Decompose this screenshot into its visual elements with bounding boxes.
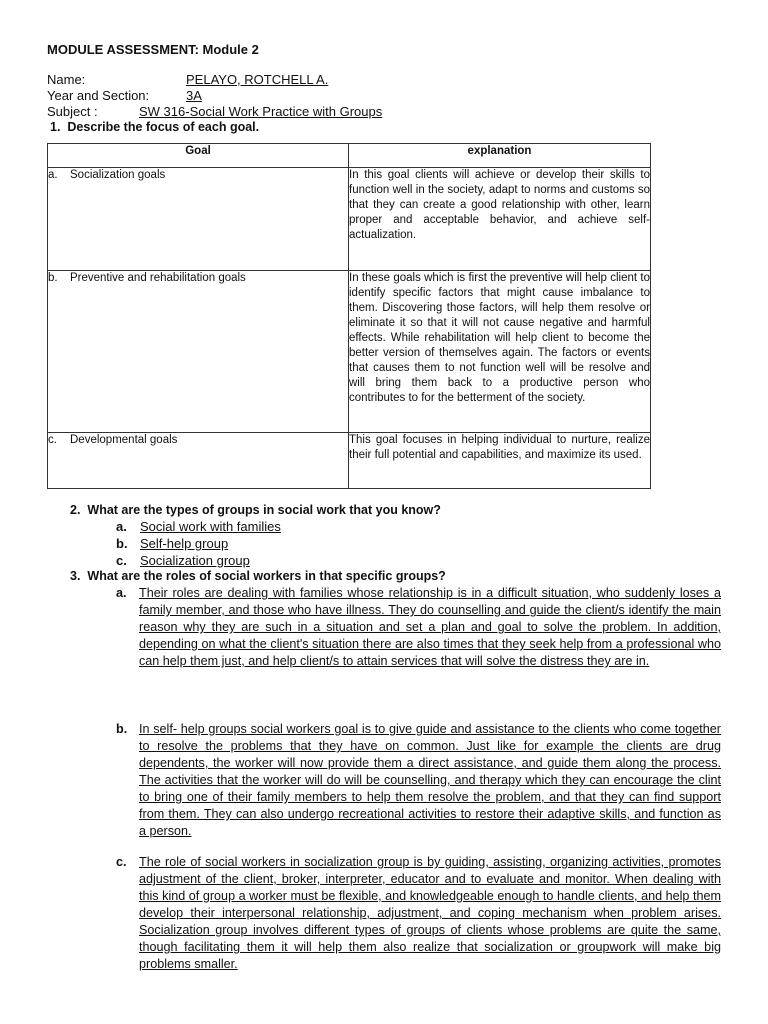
goal-column-header: Goal (48, 144, 349, 168)
list-item-letter: a. (116, 519, 127, 534)
question-1-text: Describe the focus of each goal. (67, 120, 260, 134)
year-section-label: Year and Section: (47, 88, 150, 103)
subject-value: SW 316-Social Work Practice with Groups (139, 104, 383, 119)
explanation-column-header: explanation (349, 144, 651, 168)
goals-table (47, 143, 651, 489)
goal-cell (48, 433, 349, 489)
goal-text: Socialization goals (70, 169, 166, 181)
table-row (48, 168, 651, 271)
name-value: PELAYO, ROTCHELL A. (186, 72, 329, 87)
goal-text: Preventive and rehabilitation goals (70, 272, 246, 284)
answer-paragraph: The role of social workers in socialization group is by guiding, assisting, organizing activities, promotes adjustment of the client, broker, interpreter, educator and to evaluate and monitor. When dealing with this kind of group a worker must be flexible, and knowledgeable enough to handle clients, and help them develop their interpersonal relationship, adjustment, and coping mechanism when problem arises. Socialization group involves different types of groups of clients whose problems are quite the same, though facilitating them it will help them also realize that socialization or groupwork will make big problems smaller. (139, 855, 721, 971)
document-title: MODULE ASSESSMENT: Module 2 (47, 42, 259, 57)
answer-letter: c. (116, 855, 127, 869)
goal-cell (48, 271, 349, 433)
list-item (116, 536, 228, 551)
list-item-text: Socialization group (140, 553, 250, 568)
list-item-letter: b. (116, 536, 128, 551)
goal-text: Developmental goals (70, 434, 178, 446)
explanation-cell: This goal focuses in helping individual to nurture, realize their full potential and capabilities, and maximize its used. (349, 433, 651, 489)
list-item-text: Social work with families (140, 519, 281, 534)
question-2-text: What are the types of groups in social work that you know? (87, 503, 441, 517)
list-item (116, 519, 281, 534)
list-item (116, 553, 250, 568)
goal-cell (48, 168, 349, 271)
question-2-number: 2. (70, 503, 81, 517)
question-3-text: What are the roles of social workers in that specific groups? (87, 569, 446, 583)
goal-letter: c. (48, 434, 57, 446)
answer-paragraph: In self- help groups social workers goal is to give guide and assistance to the clients who come together to resolve the problems that they have on common. Just like for example the clients are drug dependents, the worker will now provide them a direct assistance, and guide them along the process. The activities that the worker will do will be counselling, and therapy which they can encourage the clint to bring one of their family members to help them resolve the problem, and that they can find support from them. They can also undergo recreational activities to restore their adaptive skills, and function as a person. (139, 722, 721, 838)
table-row (48, 271, 651, 433)
answer-letter: a. (116, 586, 127, 600)
question-1 (50, 120, 259, 134)
table-header-row (48, 144, 651, 168)
goal-letter: a. (48, 169, 58, 181)
list-item-letter: c. (116, 553, 127, 568)
answer-paragraph: Their roles are dealing with families whose relationship is in a difficult situation, who suddenly loses a family member, and those who have illness. They do counselling and guide the client/s identify the main reason why they are such in a situation and set a plan and goal to solve the problem. In addition, depending on what the client's situation there are also times that they seek help from a professional who can help them just, and help client/s to attain services that will solve the distress they are in. (139, 586, 721, 668)
list-item-text: Self-help group (140, 536, 229, 551)
explanation-cell: In these goals which is first the preventive will help client to identify specific factors that might cause imbalance to them. Discovering those factors, will help them resolve or eliminate it so that it will not cause negative and harmful effects. While rehabilitation will help client to become the better version of themselves again. The factors or events that causes them to not function well will be resolve and will bring them back to a productive person who contributes to for the betterment of the society. (349, 271, 651, 433)
table-row (48, 433, 651, 489)
question-3 (70, 569, 446, 583)
question-1-number: 1. (50, 120, 61, 134)
year-section-value: 3A (186, 88, 202, 103)
question-2 (70, 503, 441, 517)
question-3-number: 3. (70, 569, 81, 583)
goal-letter: b. (48, 272, 58, 284)
name-label: Name: (47, 72, 86, 87)
subject-label: Subject : (47, 104, 98, 119)
explanation-cell: In this goal clients will achieve or develop their skills to function well in the society, adapt to norms and customs so that they can create a good relationship with other, learn proper and acceptable behavior, and achieve self-actualization. (349, 168, 651, 271)
answer-letter: b. (116, 722, 128, 736)
